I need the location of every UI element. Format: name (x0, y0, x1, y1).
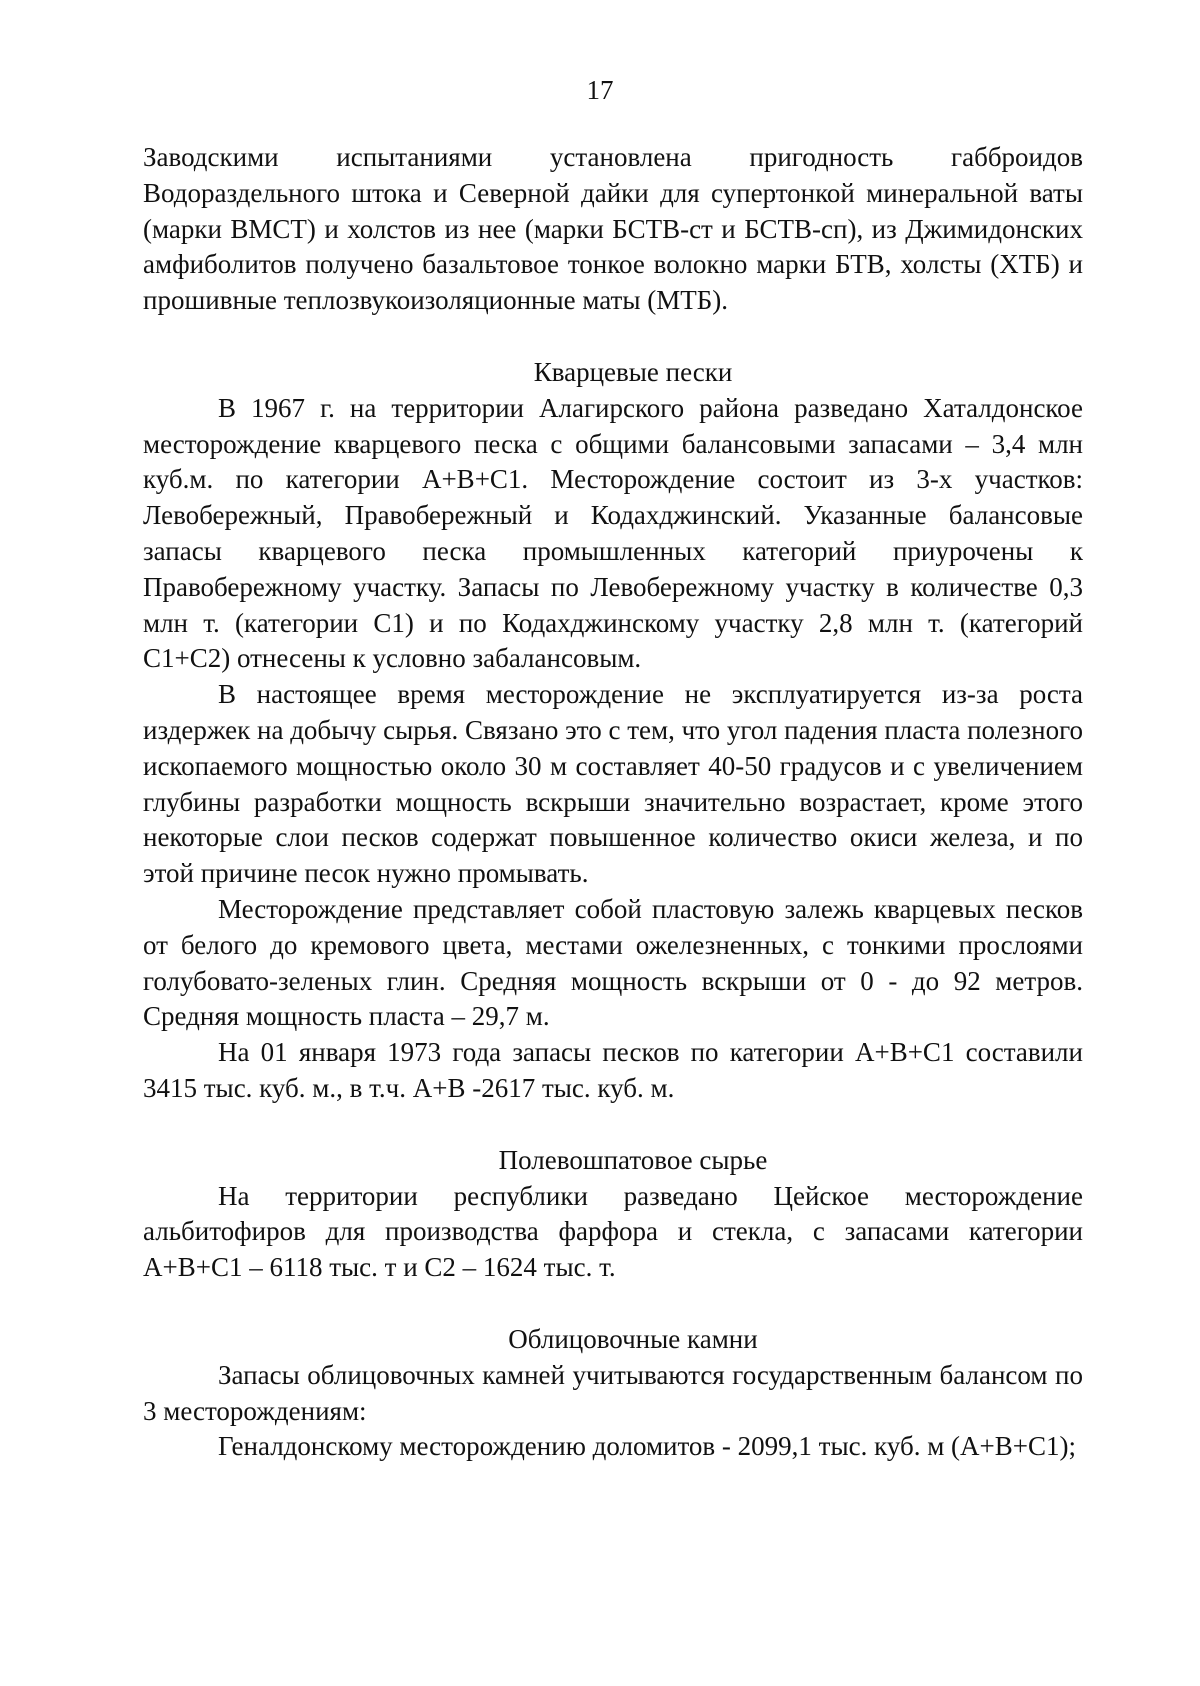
paragraph: Геналдонскому месторождению доломитов - 2099,1 тыс. куб. м (А+В+С1); (218, 1431, 1077, 1462)
section-feldspar (143, 1143, 1083, 1286)
section-facing-stones (143, 1322, 1083, 1465)
page-content (143, 140, 1083, 1465)
paragraph: В настоящее время месторождение не эксплуатируется из-за роста издержек на добычу сырья. Связано это с тем, что угол падения пласта полезного ископаемого мощностью около 30 м составляет 40-50 градусов и с увеличением глубины разработки мощность вскрыши значительно возрастает, кроме этого некоторые слои песков содержат повышенное количество окиси железа, и по этой причине песок нужно промывать. (143, 679, 1083, 889)
paragraph: В 1967 г. на территории Алагирского района разведано Хаталдонское месторождение кварцевого песка с общими балансовыми запасами – 3,4 млн куб.м. по категории А+В+С1. Месторождение состоит из 3-х участков: Левобережный, Правобережный и Кодахджинский. Указанные балансовые запасы кварцевого песка промышленных категорий приурочены к Правобережному участку. Запасы по Левобережному участку в количестве 0,3 млн т. (категории С1) и по Кодахджинскому участку 2,8 млн т. (категорий С1+С2) отнесены к условно забалансовым. (143, 392, 1083, 674)
section-heading-facing-stones: Облицовочные камни (508, 1323, 758, 1354)
paragraph: Запасы облицовочных камней учитываются государственным балансом по 3 месторождениям: (143, 1359, 1083, 1426)
section-heading-quartz-sands: Кварцевые пески (533, 356, 733, 387)
section-heading-feldspar: Полевошпатовое сырье (498, 1144, 768, 1175)
paragraph: Месторождение представляет собой пластовую залежь кварцевых песков от белого до кремового цвета, местами ожелезненных, с тонкими прослоями голубовато-зеленых глин. Средняя мощность вскрыши от 0 - до 92 метров. Средняя мощность пласта – 29,7 м. (143, 893, 1083, 1032)
paragraph: На территории республики разведано Цейское месторождение альбитофиров для производства фарфора и стекла, с запасами категории А+В+С1 – 6118 тыс. т и С2 – 1624 тыс. т. (143, 1180, 1083, 1283)
page-number: 17 (586, 75, 614, 105)
paragraph: На 01 января 1973 года запасы песков по категории А+В+С1 составили 3415 тыс. куб. м., в т.ч. А+В -2617 тыс. куб. м. (143, 1037, 1083, 1103)
intro-paragraph: Заводскими испытаниями установлена пригодность габброидов Водораздельного штока и Северной дайки для супертонкой минеральной ваты (марки ВМСТ) и холстов из нее (марки БСТВ-ст и БСТВ-сп), из Джимидонских амфиболитов получено базальтовое тонкое волокно марки БТВ, холсты (ХТБ) и прошивные теплозвукоизоляционные маты (МТБ). (143, 142, 1083, 316)
section-quartz-sands (143, 355, 1083, 1107)
